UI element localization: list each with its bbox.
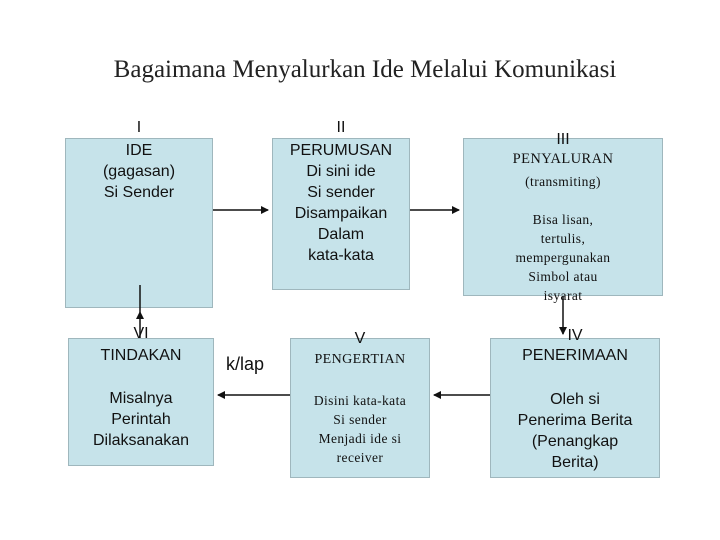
numeral-ii: II [336, 119, 346, 136]
numeral-v: V [354, 330, 366, 347]
penerimaan-line: Penerima Berita [517, 412, 633, 429]
penyaluran-line: Simbol atau [528, 269, 598, 284]
box-penerimaan-text [490, 389, 660, 473]
perumusan-line: kata-kata [308, 247, 374, 264]
penerimaan-heading: PENERIMAAN [522, 347, 628, 364]
box-pengertian-text [290, 391, 430, 467]
ide-line: (gagasan) [102, 163, 176, 180]
box-penyaluran-text [463, 210, 663, 305]
box-perumusan-text [272, 140, 410, 266]
ide-line: Si Sender [103, 184, 175, 201]
tindakan-line: Dilaksanakan [92, 432, 190, 449]
tindakan-line: Perintah [111, 411, 171, 428]
tindakan-line: Misalnya [109, 390, 173, 407]
penyaluran-heading: PENYALURAN [512, 151, 614, 167]
pengertian-line: Menjadi ide si [318, 431, 402, 446]
tindakan-heading: TINDAKAN [100, 347, 182, 364]
penerimaan-line: Oleh si [550, 391, 600, 408]
perumusan-line: Disampaikan [294, 205, 388, 222]
numeral-i: I [136, 119, 142, 136]
perumusan-line: Di sini ide [306, 163, 376, 180]
penyaluran-line: tertulis, [540, 231, 586, 246]
pengertian-heading: PENGERTIAN [314, 352, 406, 367]
perumusan-line: Si sender [307, 184, 375, 201]
box-ide-text [65, 140, 213, 203]
penerimaan-line: (Penangkap [531, 433, 619, 450]
perumusan-line: Dalam [317, 226, 365, 243]
box-tindakan-text [68, 388, 214, 451]
perumusan-line: PERUMUSAN [289, 142, 393, 159]
ide-line: IDE [125, 142, 153, 159]
pengertian-line: Si sender [333, 412, 387, 427]
penyaluran-line: mempergunakan [515, 250, 611, 265]
numeral-iv: IV [567, 327, 583, 344]
penyaluran-line: Bisa lisan, [532, 212, 594, 227]
pengertian-line: receiver [336, 450, 384, 465]
penerimaan-line: Berita) [551, 454, 599, 471]
pengertian-line: Disini kata-kata [313, 393, 407, 408]
penyaluran-line: isyarat [543, 288, 583, 303]
diagram-title: Bagaimana Menyalurkan Ide Melalui Komunikasi [113, 56, 617, 83]
side-text-klap: k/lap [226, 354, 265, 374]
penyaluran-sub: (transmiting) [525, 174, 601, 189]
numeral-iii: III [556, 131, 570, 148]
numeral-vi: VI [133, 325, 149, 342]
